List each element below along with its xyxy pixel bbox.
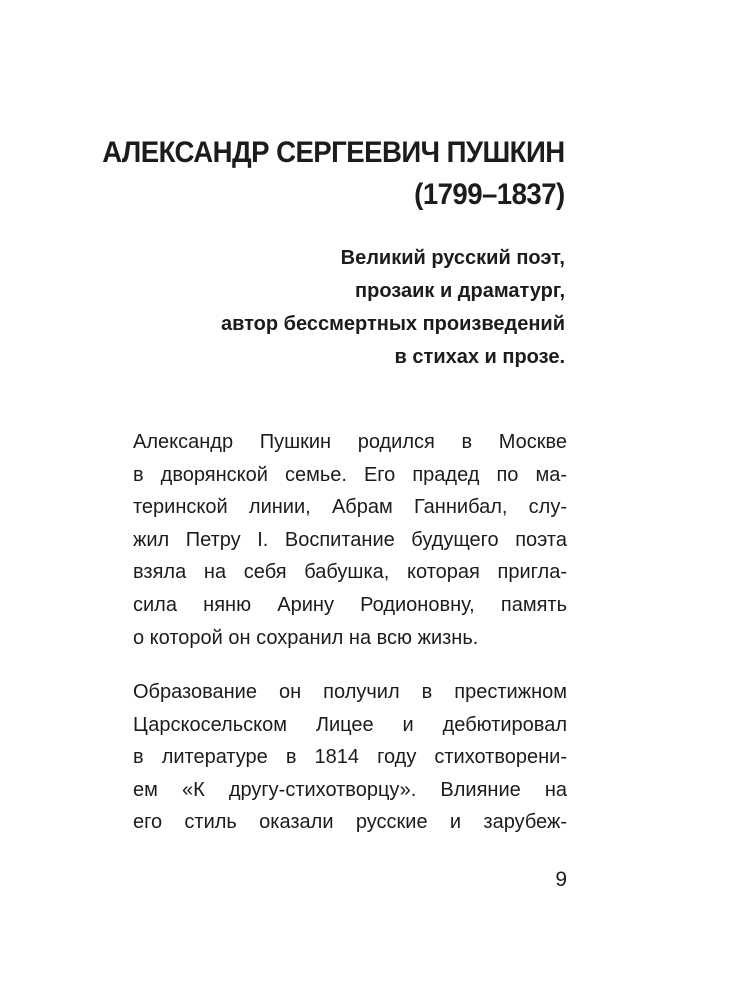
- description-line: автор бессмертных произведений: [220, 313, 565, 335]
- author-heading: [103, 132, 565, 216]
- text-line: теринской линии, Абрам Ганнибал, слу-: [133, 496, 567, 519]
- description-line: Великий русский поэт,: [340, 247, 565, 269]
- text-line: его стиль оказали русские и зарубеж-: [133, 811, 567, 834]
- text-line: ем «К другу-стихотворцу». Влияние на: [133, 778, 567, 801]
- text-line: сила няню Арину Родионовну, память: [133, 593, 567, 616]
- description-line: в стихах и прозе.: [394, 346, 565, 368]
- author-description: [221, 242, 565, 374]
- text-line: в литературе в 1814 году стихотворени-: [133, 746, 567, 769]
- text-line: Александр Пушкин родился в Москве: [133, 431, 567, 453]
- text-line: Образование он получил в престижном: [133, 681, 567, 703]
- description-line: прозаик и драматург,: [355, 280, 565, 302]
- text-line: взяла на себя бабушка, которая пригла-: [133, 561, 567, 584]
- text-line: о которой он сохранил на всю жизнь.: [133, 626, 479, 649]
- page-number: 9: [555, 868, 567, 891]
- text-line: в дворянской семье. Его прадед по ма-: [133, 463, 567, 486]
- body-paragraph-2: [133, 676, 567, 839]
- author-years: (1799–1837): [414, 178, 565, 211]
- text-line: жил Петру I. Воспитание будущего поэта: [133, 528, 567, 551]
- author-name: АЛЕКСАНДР СЕРГЕЕВИЧ ПУШКИН: [102, 136, 565, 169]
- body-paragraph-1: [133, 426, 567, 654]
- text-line: Царскосельском Лицее и дебютировал: [133, 713, 567, 736]
